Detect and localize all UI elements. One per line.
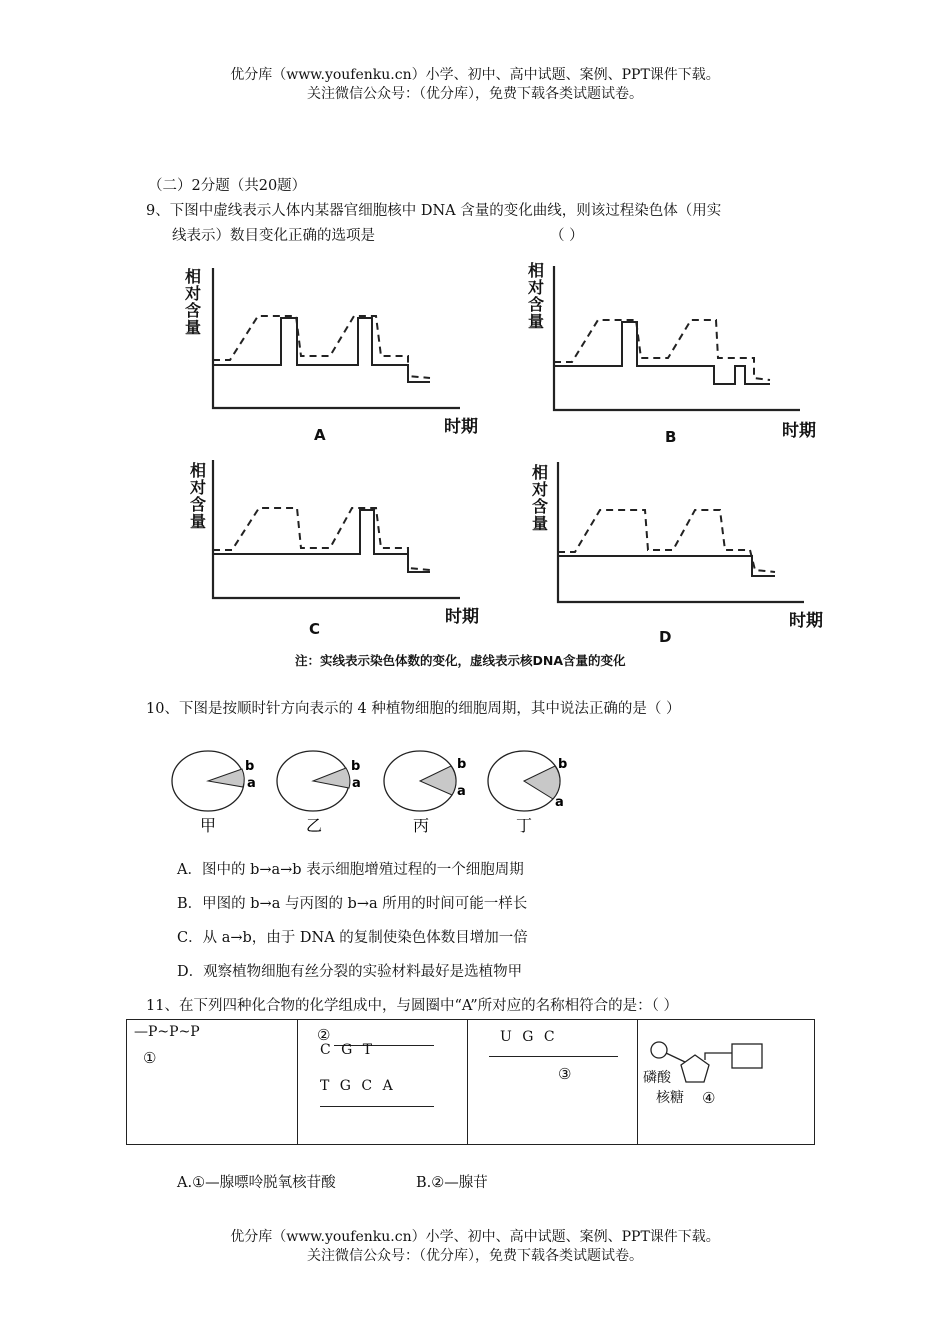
footer-line-1: 优分库（www.youfenku.cn）小学、初中、高中试题、案例、PPT课件下载。 bbox=[230, 1229, 720, 1245]
panel-label-d: D bbox=[659, 628, 672, 646]
y-label-char: 量 bbox=[185, 318, 202, 337]
q11-stem: 11、在下列四种化合物的化学组成中，与圆圈中“A”所对应的名称相符合的是：（ ） bbox=[146, 998, 678, 1014]
q11-cell1-num: ① bbox=[143, 1049, 157, 1067]
q11-cell2-line-bottom bbox=[320, 1106, 434, 1107]
circle-label: 甲 bbox=[200, 816, 217, 835]
x-axis-label: 时期 bbox=[444, 417, 478, 437]
panel-label-c: C bbox=[309, 620, 321, 638]
q10-option-a: A．图中的 b→a→b 表示细胞增殖过程的一个细胞周期 bbox=[177, 862, 524, 878]
q10-option-b: B．甲图的 b→a 与丙图的 b→a 所用的时间可能一样长 bbox=[177, 896, 528, 912]
y-label-char: 对 bbox=[185, 284, 202, 303]
q11-cell1-formula: —P~P~P bbox=[134, 1024, 200, 1040]
svg-text:b: b bbox=[245, 759, 255, 774]
y-label-char: 对 bbox=[190, 478, 207, 497]
y-label-char: 量 bbox=[528, 312, 545, 331]
y-label-char: 相 bbox=[528, 261, 545, 280]
circle-label: 丙 bbox=[413, 816, 430, 835]
header-line-1: 优分库（www.youfenku.cn）小学、初中、高中试题、案例、PPT课件下载。 bbox=[230, 67, 720, 83]
y-label-char: 相 bbox=[190, 461, 207, 480]
panel-label-a: A bbox=[314, 426, 326, 444]
q11-cell2-top-seq: C G T bbox=[320, 1042, 376, 1058]
q11-option-b: B.②—腺苷 bbox=[416, 1175, 488, 1191]
graph-note: 注：实线表示染色体数的变化，虚线表示核DNA含量的变化 bbox=[295, 653, 626, 668]
cell-cycle-circle-ding bbox=[488, 751, 567, 835]
svg-text:b: b bbox=[558, 757, 568, 772]
section-title: （二）2分题（共20题） bbox=[148, 178, 307, 194]
y-label-char: 相 bbox=[185, 267, 202, 286]
y-label-char: 对 bbox=[532, 480, 549, 499]
svg-text:a: a bbox=[555, 795, 564, 810]
cell-cycle-circle-yi bbox=[277, 751, 361, 835]
q9-answer-paren: （ ） bbox=[550, 228, 584, 244]
q10-stem: 10、下图是按顺时针方向表示的 4 种植物细胞的细胞周期，其中说法正确的是（ ） bbox=[146, 701, 681, 717]
x-axis-label: 时期 bbox=[782, 421, 816, 441]
svg-text:a: a bbox=[457, 784, 466, 799]
q11-cell2-num: ② bbox=[317, 1026, 331, 1044]
q9-stem-line-2: 线表示）数目变化正确的选项是 bbox=[172, 228, 375, 244]
footer-line-2: 关注微信公众号：（优分库），免费下载各类试题试卷。 bbox=[307, 1248, 643, 1264]
svg-text:b: b bbox=[457, 757, 467, 772]
graph-panel-d bbox=[531, 462, 823, 646]
q11-cell2-bottom-seq: T G C A bbox=[320, 1078, 396, 1094]
y-label-char: 量 bbox=[532, 514, 549, 533]
svg-text:a: a bbox=[352, 776, 361, 791]
graph-panel-b bbox=[527, 261, 816, 446]
graph-panel-c bbox=[189, 460, 479, 638]
q10-option-c: C．从 a→b，由于 DNA 的复制使染色体数目增加一倍 bbox=[177, 930, 528, 946]
q11-option-a: A.①—腺嘌呤脱氧核苷酸 bbox=[177, 1175, 336, 1191]
q11-cell4-num: ④ bbox=[702, 1089, 716, 1107]
q9-stem-line-1: 9、下图中虚线表示人体内某器官细胞核中 DNA 含量的变化曲线，则该过程染色体（用实 bbox=[146, 203, 722, 219]
y-label-char: 含 bbox=[532, 497, 549, 516]
x-axis-label: 时期 bbox=[789, 611, 823, 631]
q11-cell3-num: ③ bbox=[558, 1065, 572, 1083]
header-line-2: 关注微信公众号：（优分库），免费下载各类试题试卷。 bbox=[307, 86, 643, 102]
y-label-char: 含 bbox=[190, 495, 207, 514]
q11-cell4-phosphate-label: 磷酸 bbox=[643, 1070, 671, 1086]
y-label-char: 相 bbox=[532, 463, 549, 482]
q11-cell4-ribose-label: 核糖 bbox=[656, 1090, 684, 1106]
cell-cycle-circle-jia bbox=[172, 751, 256, 835]
y-label-char: 含 bbox=[528, 295, 545, 314]
y-label-char: 对 bbox=[528, 278, 545, 297]
cell-cycle-circle-bing bbox=[384, 751, 466, 835]
svg-text:b: b bbox=[351, 759, 361, 774]
svg-text:a: a bbox=[247, 776, 256, 791]
q11-cell3-line bbox=[489, 1056, 618, 1057]
circle-label: 乙 bbox=[306, 816, 323, 835]
x-axis-label: 时期 bbox=[445, 607, 479, 627]
q11-cell3-seq: U G C bbox=[500, 1029, 558, 1045]
y-label-char: 量 bbox=[190, 512, 207, 531]
panel-label-b: B bbox=[665, 428, 677, 446]
q10-option-d: D．观察植物细胞有丝分裂的实验材料最好是选植物甲 bbox=[177, 964, 523, 980]
y-label-char: 含 bbox=[185, 301, 202, 320]
circle-label: 丁 bbox=[516, 816, 533, 835]
graph-panel-a bbox=[184, 267, 478, 444]
